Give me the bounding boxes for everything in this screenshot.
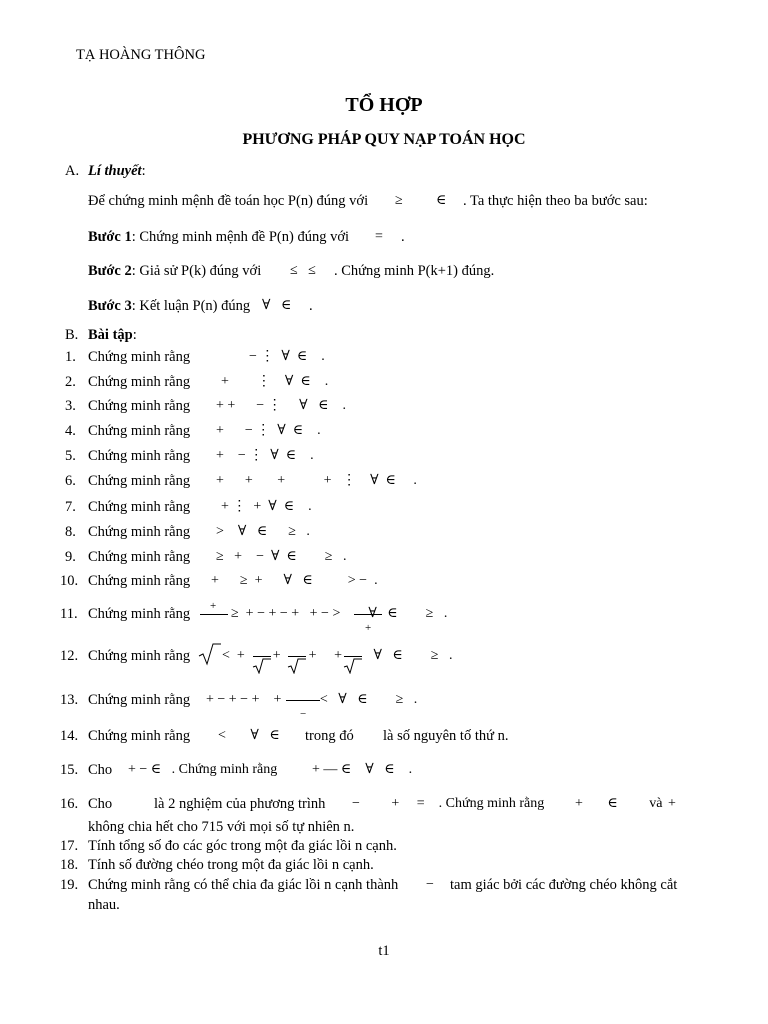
exercise-1-num: 1. [65, 349, 76, 365]
exercise-12-sqrt-icon-3 [287, 658, 307, 674]
exercise-2-text: Chứng minh rằng [88, 374, 191, 390]
exercise-3-num: 3. [65, 398, 76, 414]
exercise-5-text: Chứng minh rằng [88, 448, 191, 464]
exercise-8-num: 8. [65, 524, 76, 540]
exercise-19-math: − [426, 877, 434, 892]
exercise-6-num: 6. [65, 473, 76, 489]
exercise-7-num: 7. [65, 499, 76, 515]
theory-intro-math-geq: ≥ [395, 193, 403, 208]
exercise-14-tail-2: là số nguyên tố thứ n. [383, 728, 509, 744]
exercise-1-math: − ⋮ ∀ ∈ . [249, 349, 325, 364]
step-2-after: . Chứng minh P(k+1) đúng. [334, 263, 495, 279]
step-1-math: = [375, 229, 383, 244]
exercise-16-math: − + = . Chứng minh rằng [352, 796, 545, 811]
page-subtitle: PHƯƠNG PHÁP QUY NẠP TOÁN HỌC [242, 131, 526, 148]
exercise-11-fraction-plus-2: + [365, 622, 372, 634]
exercise-12-num: 12. [60, 648, 79, 664]
exercise-12-fraction-bar-1 [253, 656, 271, 657]
section-b-colon: : [132, 327, 137, 343]
exercise-12-fraction-bar-2 [288, 656, 306, 657]
step-3-text: : Kết luận P(n) đúng [131, 298, 251, 314]
section-a-letter: A. [65, 163, 80, 179]
exercise-16-math-3: + [668, 796, 676, 811]
exercise-15-num: 15. [60, 762, 79, 778]
exercise-1-text: Chứng minh rằng [88, 349, 191, 365]
exercise-19-num: 19. [60, 877, 79, 893]
section-b-heading-text: Bài tập [88, 327, 133, 343]
theory-intro-math-in: ∈ [436, 193, 447, 208]
section-a-colon: : [141, 163, 146, 179]
author-header: TẠ HOÀNG THÔNG [76, 47, 206, 63]
exercise-12-text: Chứng minh rằng [88, 648, 191, 664]
step-1-label: Bước 1 [88, 229, 132, 245]
exercise-7-text: Chứng minh rằng [88, 499, 191, 515]
exercise-9-math: ≥ + − ∀ ∈ ≥ . [216, 549, 347, 564]
exercise-17-num: 17. [60, 838, 79, 854]
theory-intro: Để chứng minh mệnh đề toán học P(n) đúng với [88, 193, 369, 209]
exercise-6-math: + + + + ⋮ ∀ ∈ . [216, 473, 417, 488]
step-1 [88, 228, 349, 246]
exercise-11-fraction-plus: + [210, 600, 217, 612]
exercise-13-fraction-minus: − [300, 708, 307, 720]
exercise-19-tail-1: tam giác bởi các đường chéo không cắt [450, 877, 678, 893]
exercise-16-line-2: không chia hết cho 715 với mọi số tự nhiên n. [88, 819, 355, 835]
page-title: TỔ HỢP [345, 94, 423, 116]
exercise-8-text: Chứng minh rằng [88, 524, 191, 540]
exercise-15-math-2: + — ∈ ∀ ∈ . [312, 762, 413, 777]
exercise-6-text: Chứng minh rằng [88, 473, 191, 489]
exercise-16-text: Cho [88, 796, 113, 812]
exercise-10-num: 10. [60, 573, 79, 589]
section-a-heading [88, 162, 146, 180]
exercise-9-text: Chứng minh rằng [88, 549, 191, 565]
exercise-12-sqrt-icon-4 [343, 658, 363, 674]
exercise-16-math-2: + ∈ và [575, 796, 663, 811]
exercise-10-math: + ≥ + ∀ ∈ > − . [211, 573, 378, 588]
exercise-11-text: Chứng minh rằng [88, 606, 191, 622]
exercise-3-math: + + − ⋮ ∀ ∈ . [216, 398, 346, 413]
step-2-math: ≤ ≤ [290, 263, 316, 278]
exercise-15-math: + − ∈ . Chứng minh rằng [128, 762, 278, 777]
exercise-14-tail-1: trong đó [305, 728, 354, 744]
exercise-12-sqrt-icon-2 [252, 658, 272, 674]
section-b-letter: B. [65, 327, 79, 343]
section-a-heading-text: Lí thuyết [88, 163, 142, 179]
exercise-3-text: Chứng minh rằng [88, 398, 191, 414]
exercise-16-tail-1: là 2 nghiệm của phương trình [154, 796, 326, 812]
step-1-end: . [401, 229, 405, 245]
exercise-10-text: Chứng minh rằng [88, 573, 191, 589]
exercise-4-math: + − ⋮ ∀ ∈ . [216, 423, 321, 438]
exercise-18-num: 18. [60, 857, 79, 873]
step-2 [88, 262, 261, 280]
page-number: t1 [378, 943, 390, 959]
exercise-18-text: Tính số đường chéo trong một đa giác lồi n cạnh. [88, 857, 374, 873]
step-3-end: . [309, 298, 313, 314]
exercise-5-math: + − ⋮ ∀ ∈ . [216, 448, 314, 463]
step-3-math: ∀ ∈ [262, 298, 292, 313]
exercise-19-text: Chứng minh rằng có thể chia đa giác lồi n cạnh thành [88, 877, 399, 893]
exercise-14-num: 14. [60, 728, 79, 744]
exercise-5-num: 5. [65, 448, 76, 464]
exercise-14-text: Chứng minh rằng [88, 728, 191, 744]
theory-intro-after: . Ta thực hiện theo ba bước sau: [463, 193, 648, 209]
exercise-2-math: + ⋮ ∀ ∈ . [221, 374, 329, 389]
exercise-4-text: Chứng minh rằng [88, 423, 191, 439]
step-2-label: Bước 2 [88, 263, 132, 279]
exercise-4-num: 4. [65, 423, 76, 439]
section-b-heading [88, 326, 137, 344]
exercise-19-line-2: nhau. [88, 897, 120, 913]
step-1-text: : Chứng minh mệnh đề P(n) đúng với [131, 229, 350, 245]
exercise-7-math: + ⋮ + ∀ ∈ . [221, 499, 312, 514]
step-2-text: : Giả sử P(k) đúng với [131, 263, 262, 279]
exercise-13-num: 13. [60, 692, 79, 708]
exercise-11-fraction-bar-2 [354, 614, 382, 615]
exercise-13-math: + − + − + + < ∀ ∈ ≥ . [206, 692, 418, 707]
exercise-16-num: 16. [60, 796, 79, 812]
exercise-17-text: Tính tổng số đo các góc trong một đa giác lồi n cạnh. [88, 838, 397, 854]
exercise-11-math: ≥ + − + − + + − > ∀ ∈ ≥ . [231, 606, 448, 621]
step-3-label: Bước 3 [88, 298, 132, 314]
exercise-9-num: 9. [65, 549, 76, 565]
exercise-13-text: Chứng minh rằng [88, 692, 191, 708]
step-3 [88, 297, 250, 315]
exercise-12-sqrt-icon [198, 642, 222, 666]
exercise-13-fraction-bar [286, 700, 320, 701]
exercise-2-num: 2. [65, 374, 76, 390]
exercise-8-math: > ∀ ∈ ≥ . [216, 524, 310, 539]
exercise-14-math: < ∀ ∈ [218, 728, 280, 743]
exercise-11-num: 11. [60, 606, 78, 622]
exercise-15-text: Cho [88, 762, 113, 778]
exercise-12-fraction-bar-3 [344, 656, 362, 657]
exercise-12-math: < + + + + ∀ ∈ ≥ . [222, 648, 453, 663]
